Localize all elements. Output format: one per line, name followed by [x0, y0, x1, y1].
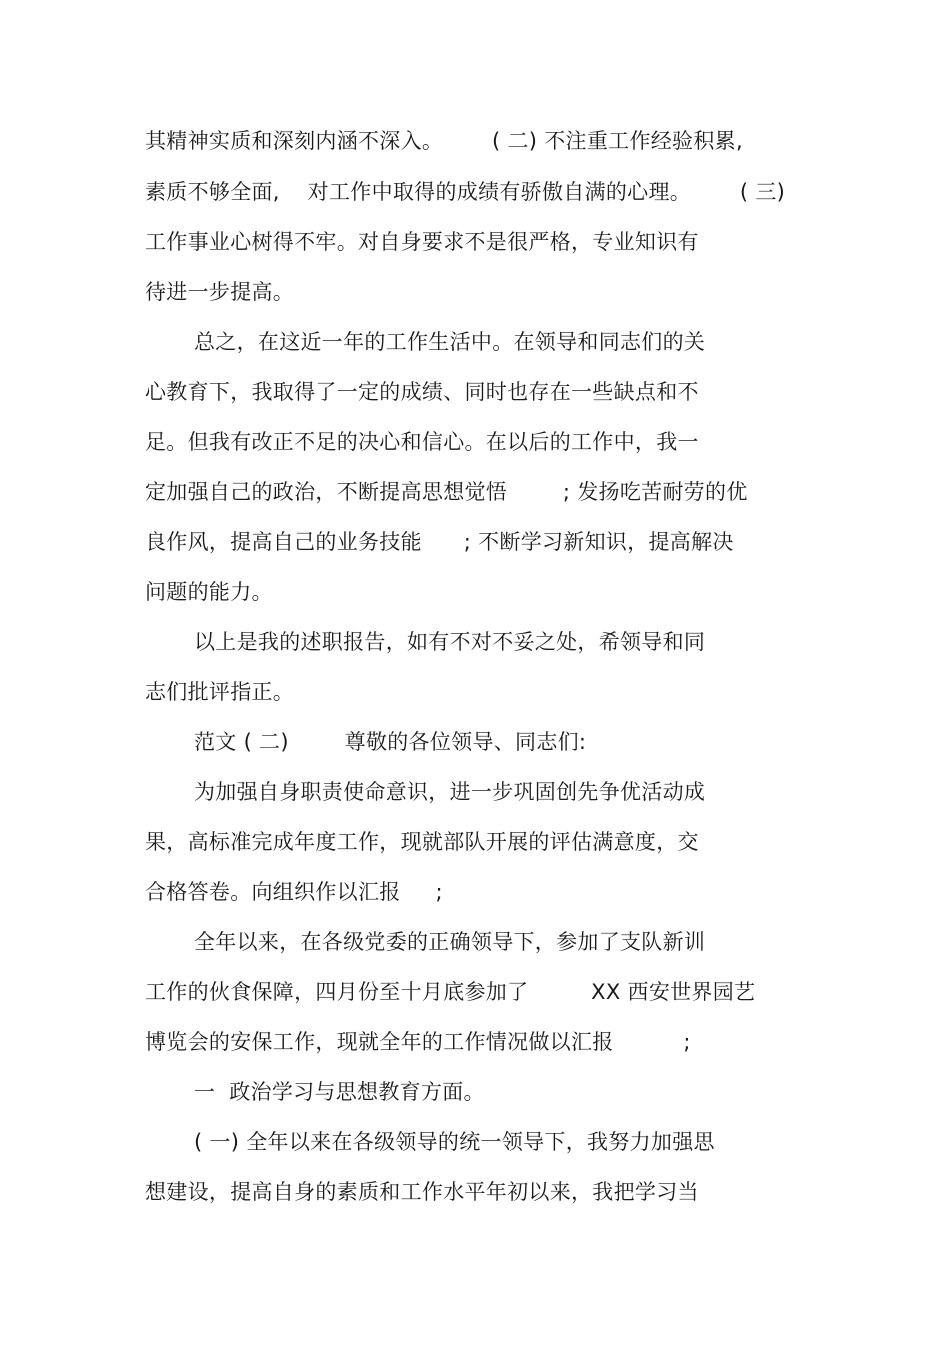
text-line: 合格答卷。向组织作以汇报 ; [145, 880, 443, 904]
paragraph-first-line: 总之，在这近一年的工作生活中。在领导和同志们的关 [194, 330, 706, 354]
text-line: 待进一步提高。 [145, 280, 295, 304]
text-line: 工作的伙食保障，四月份至十月底参加了 XX 西安世界园艺 [145, 980, 756, 1004]
text-line: 果，高标准完成年度工作，现就部队开展的评估满意度，交 [145, 830, 699, 854]
text-line: 想建设，提高自身的素质和工作水平年初以来，我把学习当 [145, 1180, 699, 1204]
paragraph-first-line: 为加强自身职责使命意识，进一步巩固创先争优活动成 [194, 780, 706, 804]
text-line: 足。但我有改正不足的决心和信心。在以后的工作中，我一 [145, 430, 699, 454]
text-line: 问题的能力。 [145, 580, 273, 604]
paragraph-first-line: 以上是我的述职报告，如有不对不妥之处，希领导和同 [194, 630, 706, 654]
text-line: 素质不够全面, 对工作中取得的成绩有骄傲自满的心理。 ( 三) [145, 180, 786, 204]
paragraph-first-line: 全年以来，在各级党委的正确领导下，参加了支队新训 [194, 930, 706, 954]
paragraph-first-line: ( 一) 全年以来在各级领导的统一领导下，我努力加强思 [194, 1130, 715, 1154]
text-line: 良作风，提高自己的业务技能 ; 不断学习新知识，提高解决 [145, 530, 734, 554]
text-line: 博览会的安保工作，现就全年的工作情况做以汇报 ; [145, 1030, 691, 1054]
text-line: 定加强自己的政治，不断提高思想觉悟 ; 发扬吃苦耐劳的优 [145, 480, 748, 504]
section-heading: 范文 ( 二) 尊敬的各位领导、同志们: [194, 730, 587, 754]
text-line: 其精神实质和深刻内涵不深入。 ( 二) 不注重工作经验积累, [145, 129, 743, 153]
text-line: 工作事业心树得不牢。对自身要求不是很严格，专业知识有 [145, 230, 699, 254]
text-line: 心教育下，我取得了一定的成绩、同时也存在一些缺点和不 [145, 380, 699, 404]
section-heading: 一 政治学习与思想教育方面。 [194, 1080, 485, 1104]
text-line: 志们批评指正。 [145, 680, 295, 704]
